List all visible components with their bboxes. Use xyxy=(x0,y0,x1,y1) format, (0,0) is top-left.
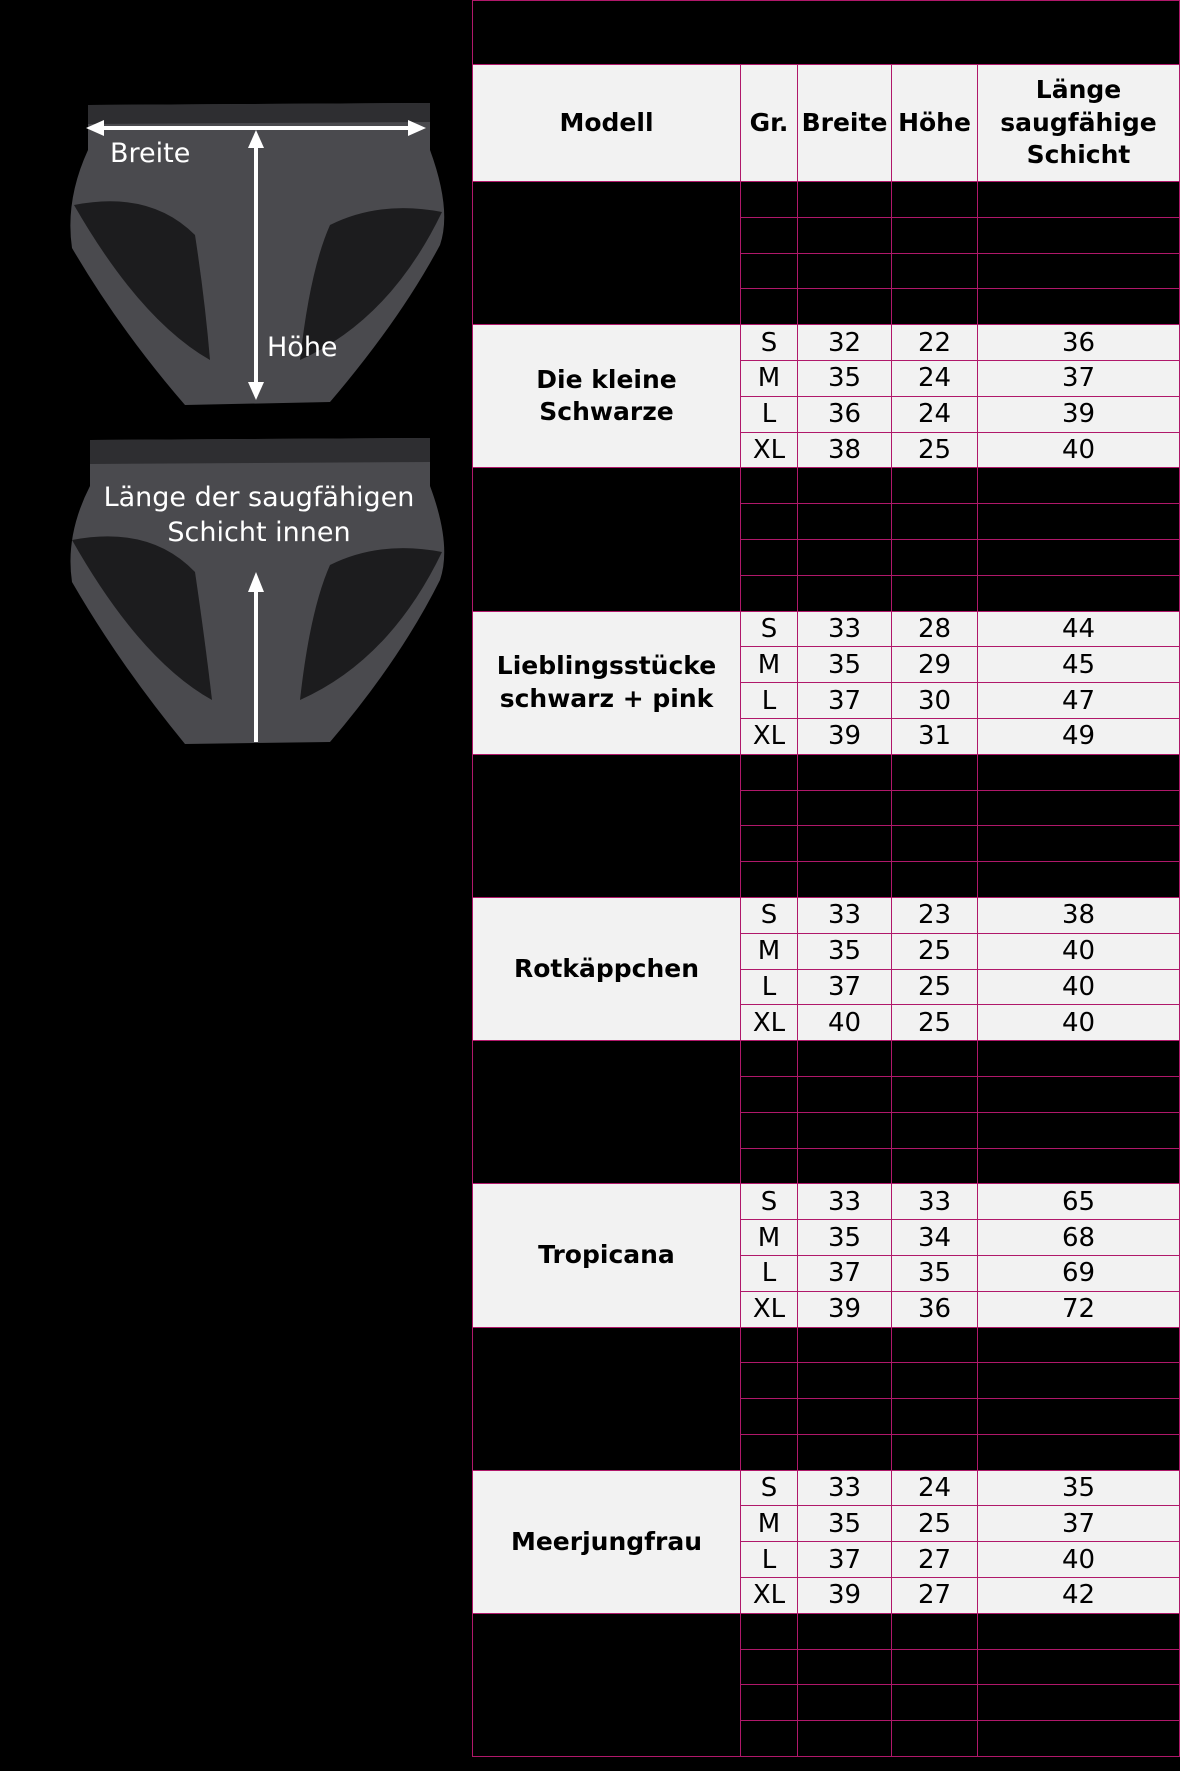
blank-cell xyxy=(978,1649,1180,1685)
height-value: 35 xyxy=(892,1255,978,1291)
height-value: 34 xyxy=(892,1220,978,1256)
blank-cell xyxy=(892,217,978,253)
height-value: 25 xyxy=(892,1506,978,1542)
blank-cell xyxy=(798,289,892,325)
table-row xyxy=(473,1184,1180,1220)
table-row xyxy=(473,325,1180,361)
length-value: 37 xyxy=(978,1506,1180,1542)
blank-cell xyxy=(741,1434,798,1470)
table-row xyxy=(473,897,1180,933)
spacer-row xyxy=(473,182,1180,218)
length-value: 47 xyxy=(978,683,1180,719)
blank-cell xyxy=(892,468,978,504)
blank-cell xyxy=(892,1613,978,1649)
width-value: 35 xyxy=(798,1506,892,1542)
blank-cell xyxy=(892,754,978,790)
blank-cell xyxy=(798,1112,892,1148)
table-row xyxy=(473,1470,1180,1506)
width-value: 33 xyxy=(798,611,892,647)
blank-cell xyxy=(892,1721,978,1757)
blank-cell xyxy=(741,790,798,826)
height-value: 27 xyxy=(892,1578,978,1614)
size-value: M xyxy=(741,933,798,969)
height-value: 24 xyxy=(892,396,978,432)
blank-cell xyxy=(741,504,798,540)
blank-cell xyxy=(978,826,1180,862)
width-value: 37 xyxy=(798,1542,892,1578)
model-name-cell xyxy=(473,1470,741,1613)
width-value: 39 xyxy=(798,718,892,754)
blank-cell xyxy=(978,754,1180,790)
blank-cell xyxy=(892,253,978,289)
width-value: 36 xyxy=(798,396,892,432)
spacer-row xyxy=(473,1327,1180,1363)
length-value: 36 xyxy=(978,325,1180,361)
blank-cell xyxy=(741,1399,798,1435)
blank-cell xyxy=(741,1076,798,1112)
height-value: 24 xyxy=(892,1470,978,1506)
width-value: 33 xyxy=(798,1470,892,1506)
size-value: M xyxy=(741,1506,798,1542)
blank-cell xyxy=(978,1112,1180,1148)
model-name-line1: Tropicana xyxy=(538,1240,675,1270)
blank-cell xyxy=(798,1613,892,1649)
length-value: 40 xyxy=(978,1542,1180,1578)
height-value: 24 xyxy=(892,360,978,396)
length-value: 40 xyxy=(978,432,1180,468)
blank-cell xyxy=(892,289,978,325)
blank-cell xyxy=(978,504,1180,540)
spacer-row xyxy=(473,754,1180,790)
blank-cell xyxy=(798,1649,892,1685)
blank-cell xyxy=(978,1363,1180,1399)
length-value: 38 xyxy=(978,897,1180,933)
size-value: L xyxy=(741,969,798,1005)
header-length-line3: Schicht xyxy=(1026,140,1131,170)
blank-cell xyxy=(978,253,1180,289)
blank-cell xyxy=(978,217,1180,253)
blank-cell xyxy=(741,1112,798,1148)
blank-cell xyxy=(741,1613,798,1649)
blank-cell xyxy=(798,575,892,611)
model-name-cell xyxy=(473,897,741,1040)
spacer-row xyxy=(473,1041,1180,1077)
header-length-line2: saugfähige xyxy=(1000,107,1157,137)
size-value: XL xyxy=(741,432,798,468)
blank-cell xyxy=(892,1363,978,1399)
height-value: 25 xyxy=(892,969,978,1005)
width-value: 33 xyxy=(798,897,892,933)
header-width: Breite xyxy=(798,65,892,182)
size-value: XL xyxy=(741,1291,798,1327)
height-value: 25 xyxy=(892,432,978,468)
blank-cell xyxy=(798,1327,892,1363)
model-name-line2: Schwarze xyxy=(539,397,674,427)
blank-cell xyxy=(892,504,978,540)
blank-model-cell xyxy=(473,468,741,611)
model-name-line1: Meerjungfrau xyxy=(510,1526,703,1556)
spacer-row xyxy=(473,468,1180,504)
size-value: XL xyxy=(741,1578,798,1614)
blank-cell xyxy=(892,1076,978,1112)
size-value: M xyxy=(741,1220,798,1256)
model-name-line1: Lieblingsstücke xyxy=(496,651,717,681)
width-value: 39 xyxy=(798,1578,892,1614)
size-value: L xyxy=(741,1255,798,1291)
size-value: M xyxy=(741,360,798,396)
blank-cell xyxy=(892,1434,978,1470)
height-value: 25 xyxy=(892,1005,978,1041)
model-name-line1: Rotkäppchen xyxy=(513,953,700,983)
blank-cell xyxy=(892,1649,978,1685)
length-value: 45 xyxy=(978,647,1180,683)
blank-cell xyxy=(741,217,798,253)
width-value: 37 xyxy=(798,683,892,719)
blank-cell xyxy=(741,754,798,790)
size-table xyxy=(472,0,1180,1757)
height-value: 28 xyxy=(892,611,978,647)
blank-cell xyxy=(798,1148,892,1184)
length-value: 35 xyxy=(978,1470,1180,1506)
blank-cell xyxy=(892,862,978,898)
blank-cell xyxy=(798,539,892,575)
blank-cell xyxy=(892,826,978,862)
length-value: 49 xyxy=(978,718,1180,754)
blank-cell xyxy=(741,1327,798,1363)
header-length xyxy=(978,65,1180,182)
blank-cell xyxy=(978,1327,1180,1363)
blank-cell xyxy=(978,1721,1180,1757)
width-value: 35 xyxy=(798,933,892,969)
blank-cell xyxy=(741,1721,798,1757)
blank-cell xyxy=(978,289,1180,325)
length-value: 65 xyxy=(978,1184,1180,1220)
header-height: Höhe xyxy=(892,65,978,182)
table-header xyxy=(473,65,1180,182)
height-value: 33 xyxy=(892,1184,978,1220)
blank-cell xyxy=(892,539,978,575)
blank-cell xyxy=(741,862,798,898)
blank-cell xyxy=(798,1399,892,1435)
blank-cell xyxy=(978,575,1180,611)
model-name-line1: Die kleine xyxy=(536,364,677,394)
blank-cell xyxy=(798,468,892,504)
blank-cell xyxy=(892,575,978,611)
blank-cell xyxy=(741,253,798,289)
blank-cell xyxy=(892,1399,978,1435)
blank-cell xyxy=(798,1363,892,1399)
size-value: XL xyxy=(741,1005,798,1041)
length-value: 40 xyxy=(978,969,1180,1005)
blank-cell xyxy=(892,1685,978,1721)
blank-cell xyxy=(741,826,798,862)
blank-cell xyxy=(798,790,892,826)
blank-cell xyxy=(798,1685,892,1721)
height-value: 22 xyxy=(892,325,978,361)
blank-cell xyxy=(978,790,1180,826)
blank-cell xyxy=(741,575,798,611)
blank-cell xyxy=(741,1041,798,1077)
blank-cell xyxy=(741,1363,798,1399)
blank-cell xyxy=(741,1649,798,1685)
blank-cell xyxy=(978,1434,1180,1470)
blank-cell xyxy=(798,1076,892,1112)
model-name-cell xyxy=(473,325,741,468)
size-value: S xyxy=(741,1470,798,1506)
length-label-line2: Schicht innen xyxy=(167,517,351,548)
size-value: S xyxy=(741,897,798,933)
header-size: Gr. xyxy=(741,65,798,182)
model-name-cell xyxy=(473,1184,741,1327)
height-value: 31 xyxy=(892,718,978,754)
model-name-line2: schwarz + pink xyxy=(499,683,714,713)
width-value: 37 xyxy=(798,969,892,1005)
length-value: 40 xyxy=(978,1005,1180,1041)
header-length-line1: Länge xyxy=(1035,75,1122,105)
blank-cell xyxy=(798,182,892,218)
blank-cell xyxy=(798,754,892,790)
length-label-line1: Länge der saugfähigen xyxy=(103,482,415,513)
blank-model-cell xyxy=(473,1613,741,1756)
length-value: 72 xyxy=(978,1291,1180,1327)
blank-cell xyxy=(741,1148,798,1184)
blank-cell xyxy=(741,289,798,325)
length-value: 69 xyxy=(978,1255,1180,1291)
blank-cell xyxy=(798,1721,892,1757)
length-value: 39 xyxy=(978,396,1180,432)
width-value: 32 xyxy=(798,325,892,361)
width-value: 37 xyxy=(798,1255,892,1291)
blank-cell xyxy=(798,504,892,540)
blank-cell xyxy=(978,862,1180,898)
length-value: 44 xyxy=(978,611,1180,647)
blank-cell xyxy=(798,826,892,862)
blank-cell xyxy=(741,1685,798,1721)
table-top-blank xyxy=(473,1,1180,65)
blank-cell xyxy=(798,253,892,289)
blank-model-cell xyxy=(473,754,741,897)
height-value: 36 xyxy=(892,1291,978,1327)
height-value: 30 xyxy=(892,683,978,719)
length-value: 37 xyxy=(978,360,1180,396)
header-model: Modell xyxy=(473,65,741,182)
blank-cell xyxy=(892,1327,978,1363)
spacer-row xyxy=(473,1613,1180,1649)
blank-cell xyxy=(978,1041,1180,1077)
blank-cell xyxy=(741,539,798,575)
blank-cell xyxy=(798,862,892,898)
blank-cell xyxy=(798,217,892,253)
blank-cell xyxy=(978,1399,1180,1435)
height-value: 27 xyxy=(892,1542,978,1578)
blank-cell xyxy=(892,1148,978,1184)
height-value: 25 xyxy=(892,933,978,969)
size-value: XL xyxy=(741,718,798,754)
height-value: 29 xyxy=(892,647,978,683)
height-label: Höhe xyxy=(267,332,338,363)
width-value: 35 xyxy=(798,360,892,396)
blank-cell xyxy=(978,1148,1180,1184)
blank-model-cell xyxy=(473,1327,741,1470)
length-value: 68 xyxy=(978,1220,1180,1256)
blank-cell xyxy=(741,182,798,218)
width-value: 35 xyxy=(798,1220,892,1256)
length-value: 42 xyxy=(978,1578,1180,1614)
size-value: L xyxy=(741,396,798,432)
blank-cell xyxy=(892,1112,978,1148)
width-value: 35 xyxy=(798,647,892,683)
model-name-cell xyxy=(473,611,741,754)
blank-cell xyxy=(798,1434,892,1470)
width-value: 39 xyxy=(798,1291,892,1327)
size-value: M xyxy=(741,647,798,683)
length-value: 40 xyxy=(978,933,1180,969)
blank-cell xyxy=(741,468,798,504)
blank-cell xyxy=(892,1041,978,1077)
blank-cell xyxy=(978,539,1180,575)
width-value: 38 xyxy=(798,432,892,468)
blank-cell xyxy=(978,182,1180,218)
blank-cell xyxy=(978,1685,1180,1721)
table-row xyxy=(473,611,1180,647)
blank-cell xyxy=(798,1041,892,1077)
width-value: 40 xyxy=(798,1005,892,1041)
size-value: L xyxy=(741,1542,798,1578)
size-value: L xyxy=(741,683,798,719)
blank-model-cell xyxy=(473,1041,741,1184)
blank-cell xyxy=(978,1076,1180,1112)
blank-model-cell xyxy=(473,182,741,325)
width-value: 33 xyxy=(798,1184,892,1220)
blank-cell xyxy=(978,1613,1180,1649)
size-value: S xyxy=(741,1184,798,1220)
measurement-illustrations xyxy=(0,0,470,800)
table-top-row xyxy=(473,1,1180,65)
width-label: Breite xyxy=(110,138,191,169)
blank-cell xyxy=(978,468,1180,504)
height-value: 23 xyxy=(892,897,978,933)
size-value: S xyxy=(741,325,798,361)
size-value: S xyxy=(741,611,798,647)
blank-cell xyxy=(892,182,978,218)
blank-cell xyxy=(892,790,978,826)
